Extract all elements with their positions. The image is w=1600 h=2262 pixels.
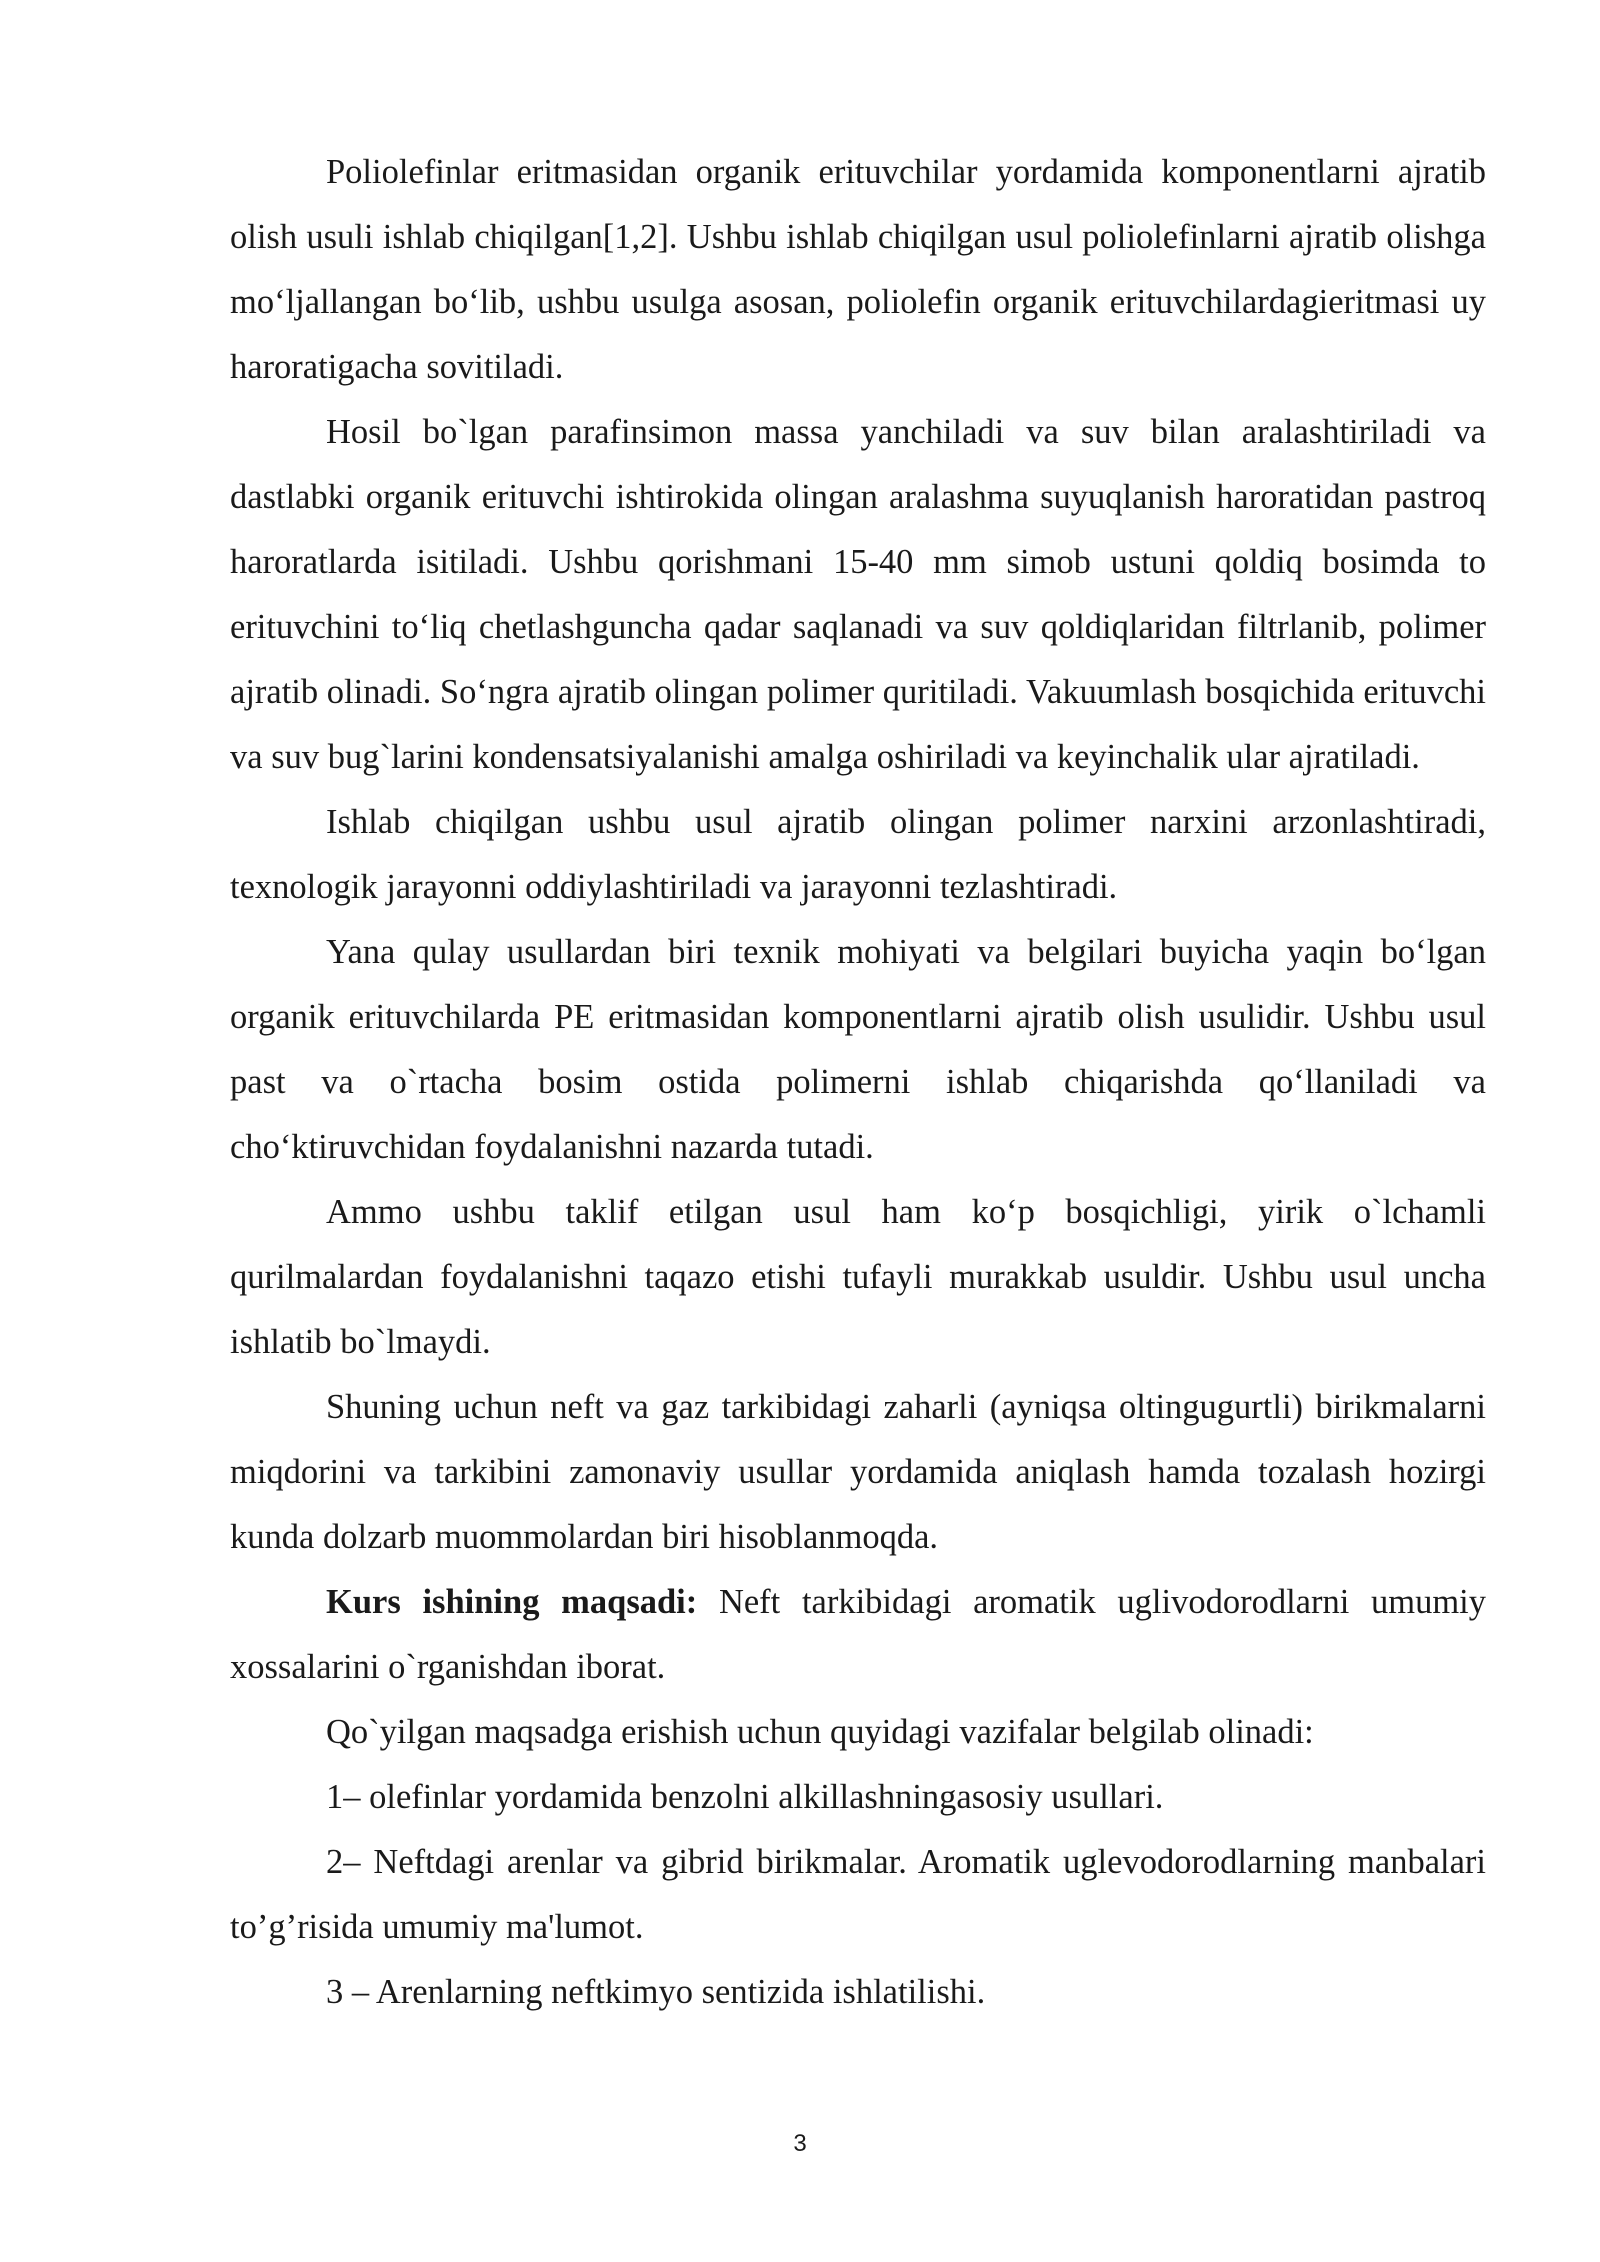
paragraph-2: Hosil bo`lgan parafinsimon massa yanchiladi va suv bilan aralashtiriladi va dastlabki organik erituvchi ishtirokida olingan aralashma suyuqlanish haroratidan pastroq haroratlarda isitiladi. Ushbu qorishmani 15-40 mm simob ustuni qoldiq bosimda to erituvchini to‘liq chetlashguncha qadar saqlanadi va suv qoldiqlaridan filtrlanib, polimer ajratib olinadi. So‘ngra ajratib olingan polimer quritiladi. Vakuumlash bosqichida erituvchi va suv bug`larini kondensatsiyalanishi amalga oshiriladi va keyinchalik ular ajratiladi. xyxy=(230,413,1486,776)
document-body xyxy=(230,140,1486,2025)
task-item-3: 3 – Arenlarning neftkimyo sentizida ishlatilishi. xyxy=(326,1973,986,2011)
tasks-intro: Qo`yilgan maqsadga erishish uchun quyidagi vazifalar belgilab olinadi: xyxy=(326,1713,1314,1751)
paragraph-4: Yana qulay usullardan biri texnik mohiyati va belgilari buyicha yaqin bo‘lgan organik erituvchilarda PE eritmasidan komponentlarni ajratib olish usulidir. Ushbu usul past va o`rtacha bosim ostida polimerni ishlab chiqarishda qo‘llaniladi va cho‘ktiruvchidan foydalanishni nazarda tutadi. xyxy=(230,933,1486,1166)
paragraph-5: Ammo ushbu taklif etilgan usul ham ko‘p bosqichligi, yirik o`lchamli qurilmalardan foydalanishni taqazo etishi tufayli murakkab usuldir. Ushbu usul uncha ishlatib bo`lmaydi. xyxy=(230,1193,1486,1361)
paragraph-6: Shuning uchun neft va gaz tarkibidagi zaharli (ayniqsa oltingugurtli) birikmalarni miqdorini va tarkibini zamonaviy usullar yordamida aniqlash hamda tozalash hozirgi kunda dolzarb muommolardan biri hisoblanmoqda. xyxy=(230,1388,1486,1556)
goal-label: Kurs ishining maqsadi: xyxy=(326,1583,698,1621)
goal-paragraph xyxy=(230,1570,1486,1700)
paragraph-1: Poliolefinlar eritmasidan organik erituvchilar yordamida komponentlarni ajratib olish usuli ishlab chiqilgan[1,2]. Ushbu ishlab chiqilgan usul poliolefinlarni ajratib olishga mo‘ljallangan bo‘lib, ushbu usulga asosan, poliolefin organik erituvchilardagieritmasi uy haroratigacha sovitiladi. xyxy=(230,153,1486,386)
goal-text: Neft tarkibidagi aromatik uglivodorodlarni umumiy xossalarini o`rganishdan iborat. xyxy=(230,1583,1486,1686)
paragraph-3: Ishlab chiqilgan ushbu usul ajratib olingan polimer narxini arzonlashtiradi, texnologik jarayonni oddiylashtiriladi va jarayonni tezlashtiradi. xyxy=(230,803,1486,906)
task-item-2: 2– Neftdagi arenlar va gibrid birikmalar. Aromatik uglevodorodlarning manbalari to’g’risida umumiy ma'lumot. xyxy=(230,1843,1486,1946)
task-item-1: 1– olefinlar yordamida benzolni alkillashningasosiy usullari. xyxy=(326,1778,1164,1816)
page-number: 3 xyxy=(793,2130,807,2157)
